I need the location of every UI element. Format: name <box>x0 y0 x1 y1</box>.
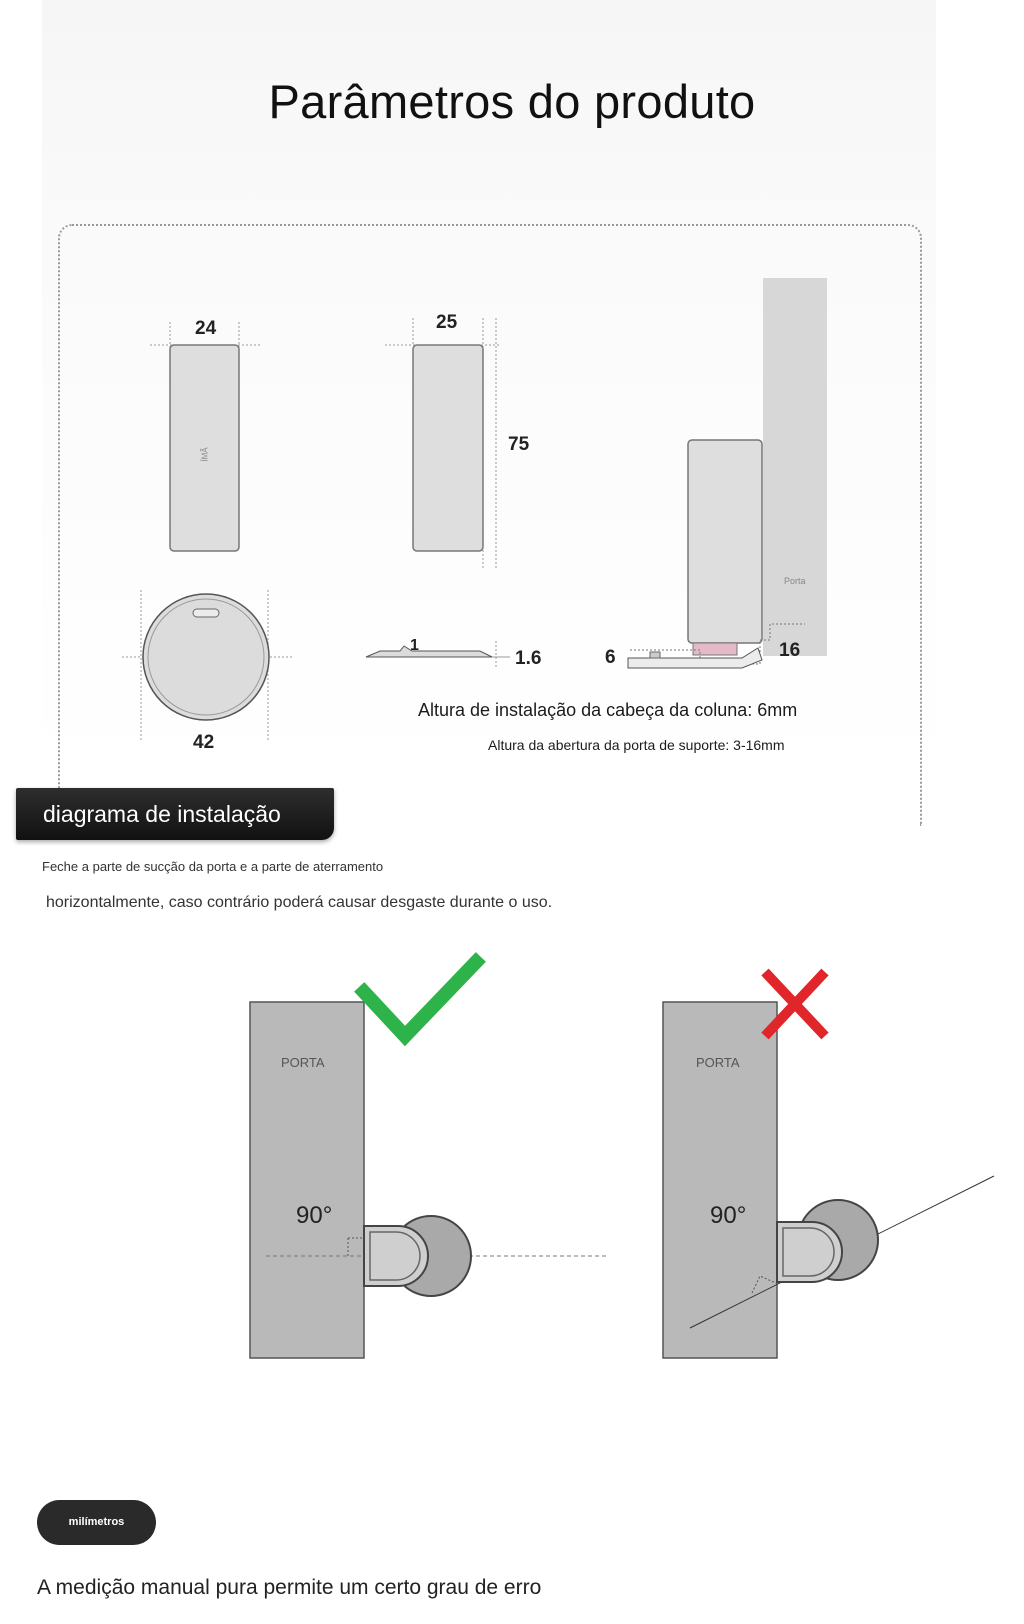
angle-label-correct: 90° <box>296 1202 333 1229</box>
page-title: Parâmetros do produto <box>268 75 756 128</box>
disc-diameter-dim: 42 <box>193 732 215 753</box>
door-label-wrong: PORTA <box>696 1055 740 1070</box>
height-dim: 75 <box>508 434 530 455</box>
side-width-dim: 25 <box>436 312 458 333</box>
door-label-correct: PORTA <box>281 1055 325 1070</box>
install-height-note: Altura de instalação da cabeça da coluna: 6mm <box>418 700 798 720</box>
magnet-label: ÍMÃ <box>200 447 210 462</box>
plate-thickness-dim: 1.6 <box>515 648 542 669</box>
angle-label-wrong: 90° <box>710 1202 747 1229</box>
gap-range-note: Altura da abertura da porta de suporte: 3-16mm <box>488 737 785 753</box>
plate-step-dim: 1 <box>410 637 419 654</box>
head-height-dim: 6 <box>605 647 616 668</box>
wrong-install-drawing <box>663 972 994 1358</box>
measurement-disclaimer: A medição manual pura permite um certo grau de erro <box>37 1576 542 1599</box>
install-description-line2: horizontalmente, caso contrário poderá causar desgaste durante o uso. <box>46 894 553 911</box>
correct-install-drawing <box>250 962 606 1358</box>
door-label-small: Porta <box>784 576 806 586</box>
install-diagram-banner: diagrama de instalação <box>16 788 334 840</box>
gap-dim: 16 <box>779 640 801 661</box>
install-description-line1: Feche a parte de sucção da porta e a parte de aterramento <box>42 859 384 874</box>
unit-badge: milímetros <box>37 1500 156 1545</box>
front-width-dim: 24 <box>195 318 217 339</box>
